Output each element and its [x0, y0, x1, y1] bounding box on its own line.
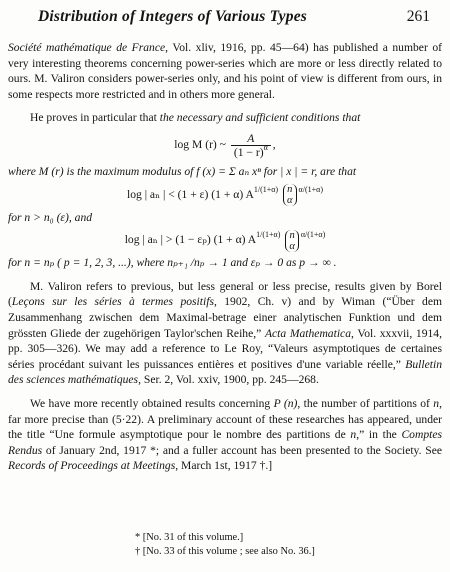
p7-italic-n: n	[433, 396, 440, 410]
p6-text-1: M. Valiron refers to previous, but less general or less precise, results given by Borel (	[8, 279, 442, 309]
formula-asymptotic	[8, 128, 442, 162]
page-number: 261	[406, 8, 430, 25]
p6-italic-bulletin: Bulletin des sciences mathématiques	[8, 357, 442, 387]
p7-italic-n2: n	[350, 428, 357, 442]
running-title: Distribution of Integers of Various Types	[38, 8, 308, 25]
p7-text-6: , March 1st, 1917 †.]	[175, 459, 273, 473]
running-header	[0, 8, 450, 28]
sequence-condition: for n = nₚ ( p = 1, 2, 3, ...), where nₚ₊₁ /nₚ → 1 and εₚ → 0 as p → ∞ .	[8, 256, 337, 270]
p7-text-1: We have more recently obtained results concerning	[30, 396, 274, 410]
p6-italic-acta: Acta Mathematica	[264, 326, 351, 340]
formula-1-numerator: A	[247, 131, 255, 145]
formula-upper-bound	[8, 182, 442, 208]
formula-1-denominator	[231, 142, 271, 159]
paragraph-1-text: , Vol. xliv, 1916, pp. 45—64) has published a number of very interesting theorems concerning power-series which are more or less directly related to ours. M. Valiron considers power-series only, and his point of view is different from ours, in some respects more restricted and in others more general.	[8, 41, 442, 101]
formula-1-tail: ,	[272, 137, 276, 151]
p6-italic-borel: Leçons sur les séries à termes positifs	[11, 295, 214, 309]
p6-text-2: , 1902, Ch. v) and by Wiman (“Über dem Zusammenhang zwischen dem Maximal-betrage einer analytischen Funktion und dem grössten Gliede der zugehörigen Taylor'schen Reihe,”	[8, 295, 442, 340]
p6-text-3: , Vol. xxxvii, 1914, pp. 305—326). We may add a reference to Le Roy, “Valeurs asymptotiques de certaines séries procédant suivant les puissances entières et positives d'une variable réelle,”	[8, 326, 443, 371]
formula-3-lhs: log | aₙ | > (1 − εₚ) (1 + α) A	[124, 233, 257, 247]
formula-1-den-exponent: α	[263, 142, 268, 152]
p7-italic-pn: P (n)	[273, 396, 298, 410]
formula-1-lhs: log M (r) ~	[174, 137, 226, 151]
main-text	[8, 40, 442, 474]
formula-2-binom-top: n	[287, 183, 293, 195]
paragraph-2-lead: He proves in particular that	[30, 111, 160, 125]
formula-lower-bound	[8, 227, 442, 253]
p7-italic-records: Records of Proceedings at Meetings	[8, 459, 176, 473]
p6-text-4: , Ser. 2, Vol. xxiv, 1900, pp. 245—268.	[138, 373, 319, 387]
footnotes	[135, 531, 315, 559]
footnote-1: * [No. 31 of this volume.]	[135, 532, 244, 543]
formula-2-binomial	[283, 184, 297, 206]
formula-3-binom-top: n	[289, 229, 295, 241]
formula-3-exponent: 1/(1+α)	[256, 230, 281, 240]
paragraph-partitions	[8, 396, 442, 474]
p7-text-3: , far more precise than (5·22). A preliminary account of these researches has appeared, under the title “Une formule asymptotique pour le nombre des partitions de	[8, 396, 442, 442]
journal-name: Société mathématique de France	[8, 41, 166, 54]
formula-2-binom-exponent: α/(1+α)	[298, 184, 323, 194]
condition-text: for n > n₀ (ε), and	[8, 210, 93, 224]
p7-text-5: of January 2nd, 1917 *; and a fuller account has been presented to the Society. See	[42, 443, 442, 457]
formula-2-lhs: log | aₙ | < (1 + ε) (1 + α) A	[127, 187, 254, 201]
formula-2-binom-bottom: α	[287, 194, 293, 206]
formula-3-binomial	[285, 230, 299, 252]
formula-1-den-base: (1 − r)	[233, 145, 264, 159]
p7-text-4: ,” in the	[356, 428, 402, 442]
formula-3-binom-exponent: α/(1+α)	[300, 230, 326, 240]
paragraph-valiron-refs	[8, 279, 442, 388]
formula-1-fraction	[231, 132, 271, 159]
formula-2-exponent: 1/(1+α)	[253, 184, 279, 194]
paragraph-1	[8, 40, 442, 102]
paragraph-2-italic: the necessary and sufficient conditions that	[159, 111, 361, 125]
paragraph-2	[8, 110, 442, 126]
where-clause: where M (r) is the maximum modulus of f (x) = Σ aₙ xⁿ for | x | = r, are that	[8, 164, 357, 178]
formula-3-binom-bottom: α	[289, 240, 295, 252]
footnote-2: † [No. 33 of this volume ; see also No. 36.]	[135, 546, 315, 557]
p7-text-2: , the number of partitions of	[297, 396, 434, 410]
p7-italic-comptes: Comptes Rendus	[8, 428, 443, 457]
